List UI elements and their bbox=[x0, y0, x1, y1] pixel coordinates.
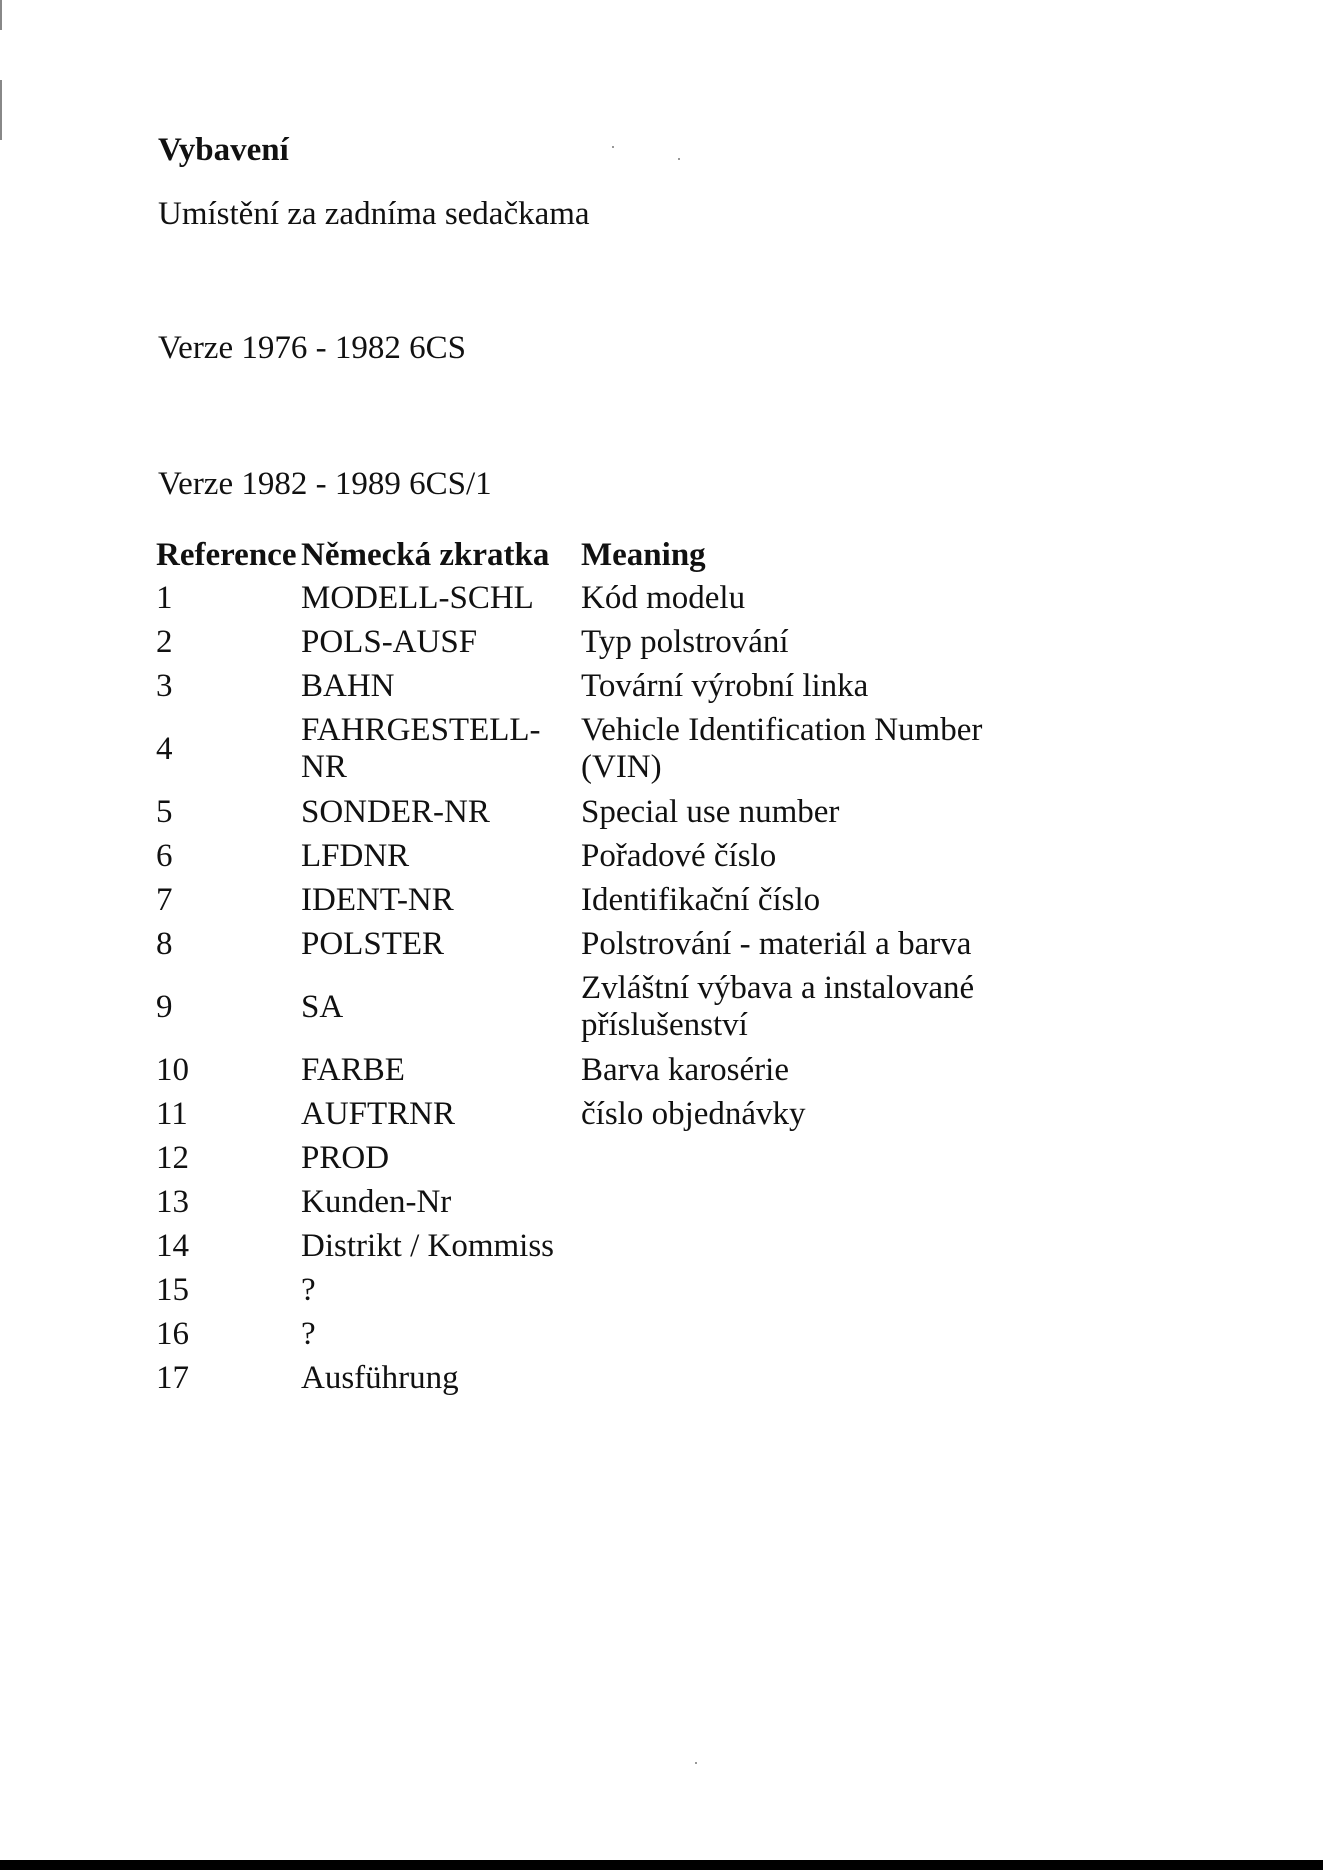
cell-meaning bbox=[581, 1356, 1081, 1400]
table-row bbox=[156, 922, 1081, 966]
cell-abbreviation: Kunden-Nr bbox=[301, 1184, 452, 1220]
cell-reference: 12 bbox=[156, 1140, 189, 1176]
cell-abbreviation: POLS-AUSF bbox=[301, 624, 478, 660]
table-row bbox=[156, 664, 1081, 708]
cell-abbreviation: BAHN bbox=[301, 668, 395, 704]
cell-abbreviation: Distrikt / Kommiss bbox=[301, 1228, 555, 1264]
scan-speck bbox=[678, 158, 680, 160]
cell-meaning: Pořadové číslo bbox=[581, 838, 777, 874]
cell-reference: 11 bbox=[156, 1096, 188, 1132]
cell-meaning: Kód modelu bbox=[581, 580, 746, 616]
header-meaning: Meaning bbox=[581, 537, 706, 573]
cell-meaning-line: Vehicle Identification Number bbox=[581, 712, 983, 748]
table-row bbox=[156, 1268, 1081, 1312]
scan-bottom-border bbox=[0, 1860, 1323, 1870]
cell-meaning bbox=[581, 1268, 1081, 1312]
table-row bbox=[156, 1180, 1081, 1224]
table-row bbox=[156, 576, 1081, 620]
cell-abbreviation: AUFTRNR bbox=[301, 1096, 456, 1132]
table-row bbox=[156, 1312, 1081, 1356]
scan-edge-mark bbox=[0, 0, 2, 30]
cell-abbreviation: ? bbox=[301, 1272, 316, 1308]
reference-table bbox=[156, 534, 1081, 1400]
table-row bbox=[156, 1356, 1081, 1400]
cell-meaning: Tovární výrobní linka bbox=[581, 668, 869, 704]
version-1982-1989: Verze 1982 - 1989 6CS/1 bbox=[158, 466, 492, 502]
table-row bbox=[156, 1224, 1081, 1268]
cell-reference: 2 bbox=[156, 624, 173, 660]
cell-abbreviation bbox=[301, 708, 581, 790]
cell-reference: 1 bbox=[156, 580, 173, 616]
table-row bbox=[156, 1136, 1081, 1180]
cell-reference: 16 bbox=[156, 1316, 189, 1352]
scan-edge-mark bbox=[0, 80, 2, 140]
cell-meaning bbox=[581, 708, 1081, 790]
scan-speck bbox=[695, 1762, 697, 1764]
cell-meaning-line: Zvláštní výbava a instalované bbox=[581, 970, 975, 1006]
cell-reference: 8 bbox=[156, 926, 173, 962]
cell-reference: 3 bbox=[156, 668, 173, 704]
cell-abbreviation: IDENT-NR bbox=[301, 882, 454, 918]
cell-abbreviation: POLSTER bbox=[301, 926, 445, 962]
document-title: Vybavení bbox=[158, 132, 289, 168]
cell-meaning-line: příslušenství bbox=[581, 1007, 748, 1043]
cell-abbreviation: MODELL-SCHL bbox=[301, 580, 534, 616]
table-row bbox=[156, 1092, 1081, 1136]
table-row bbox=[156, 620, 1081, 664]
cell-abbreviation: SA bbox=[301, 988, 344, 1025]
cell-reference: 13 bbox=[156, 1184, 189, 1220]
table-header-row bbox=[156, 534, 1081, 576]
cell-meaning: Identifikační číslo bbox=[581, 882, 821, 918]
cell-reference: 17 bbox=[156, 1360, 189, 1396]
table-row bbox=[156, 708, 1081, 790]
cell-meaning bbox=[581, 1180, 1081, 1224]
cell-reference: 6 bbox=[156, 838, 173, 874]
cell-reference: 10 bbox=[156, 1052, 189, 1088]
cell-meaning: Polstrování - materiál a barva bbox=[581, 926, 972, 962]
cell-abbreviation: SONDER-NR bbox=[301, 794, 490, 830]
scan-speck bbox=[612, 146, 614, 148]
cell-reference: 9 bbox=[156, 989, 173, 1025]
header-german-abbreviation: Německá zkratka bbox=[301, 537, 550, 573]
cell-abbreviation: Ausführung bbox=[301, 1360, 459, 1396]
cell-abbreviation: LFDNR bbox=[301, 838, 410, 874]
cell-abbreviation: FARBE bbox=[301, 1052, 405, 1088]
cell-meaning bbox=[581, 1224, 1081, 1268]
table-row bbox=[156, 834, 1081, 878]
table-row bbox=[156, 966, 1081, 1048]
cell-abbreviation-text: FAHRGESTELL-NR bbox=[301, 712, 541, 785]
cell-meaning: Typ polstrování bbox=[581, 624, 789, 660]
table-row bbox=[156, 790, 1081, 834]
cell-meaning bbox=[581, 966, 1081, 1048]
cell-abbreviation: ? bbox=[301, 1316, 316, 1352]
cell-reference: 4 bbox=[156, 731, 173, 767]
cell-meaning bbox=[581, 1312, 1081, 1356]
cell-meaning: číslo objednávky bbox=[581, 1096, 806, 1132]
cell-reference: 7 bbox=[156, 882, 173, 918]
cell-meaning bbox=[581, 1136, 1081, 1180]
cell-abbreviation: PROD bbox=[301, 1140, 390, 1176]
location-text: Umístění za zadníma sedačkama bbox=[158, 196, 590, 232]
cell-meaning: Barva karosérie bbox=[581, 1052, 789, 1088]
cell-meaning: Special use number bbox=[581, 794, 840, 830]
cell-reference: 5 bbox=[156, 794, 173, 830]
cell-reference: 15 bbox=[156, 1272, 189, 1308]
cell-meaning-line: (VIN) bbox=[581, 749, 662, 785]
header-reference: Reference bbox=[156, 537, 297, 573]
version-1976-1982: Verze 1976 - 1982 6CS bbox=[158, 330, 466, 366]
cell-reference: 14 bbox=[156, 1228, 189, 1264]
table-row bbox=[156, 1048, 1081, 1092]
table-row bbox=[156, 878, 1081, 922]
